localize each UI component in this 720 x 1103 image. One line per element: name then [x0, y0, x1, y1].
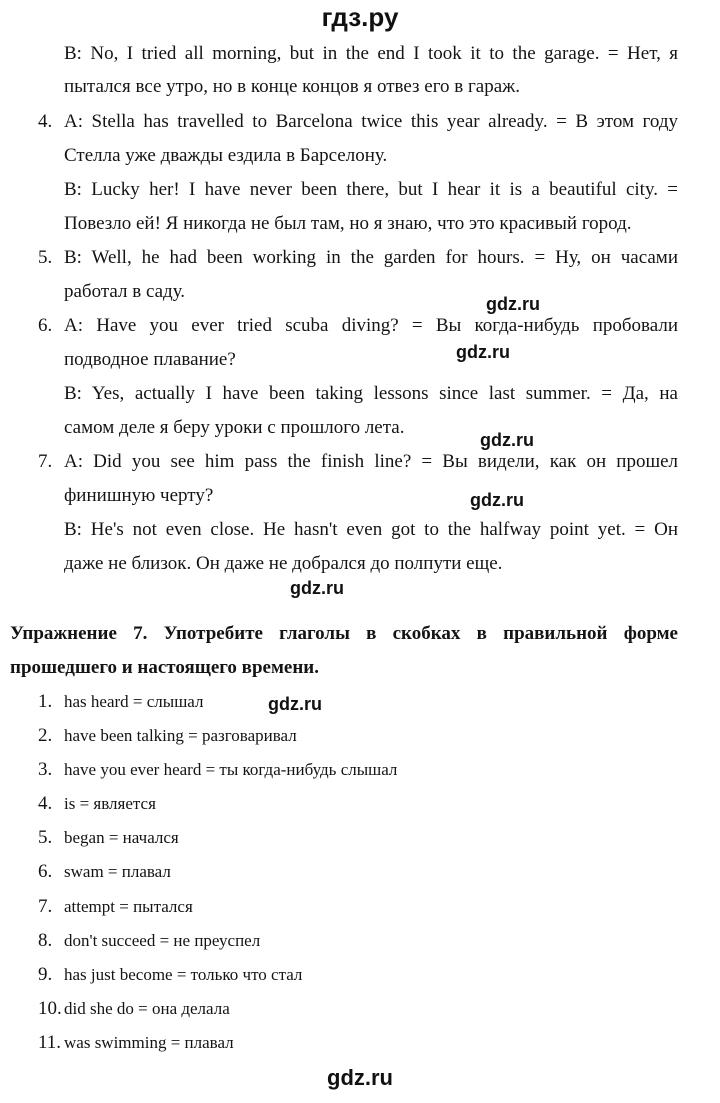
item4-b-line2: Повезло ей! Я никогда не был там, но я знаю, что это красивый город. [64, 213, 632, 234]
answer-text: have been talking = разговаривал [64, 726, 297, 745]
answer-text: did she do = она делала [64, 999, 230, 1018]
item-number-5: 5. [38, 247, 53, 268]
answer-text: was swimming = плавал [64, 1033, 234, 1052]
watermark: gdz.ru [470, 490, 524, 510]
item5-b-line2: работал в саду. [64, 281, 186, 302]
item-number-6: 6. [38, 315, 53, 336]
answer-number: 9. [38, 964, 53, 985]
footer-site: gdz.ru [327, 1065, 393, 1090]
item-number-4: 4. [38, 111, 53, 132]
dialog-b-garage-line1: B: No, I tried all morning, but in the end I took it to the garage. = Нет, я [64, 43, 678, 64]
watermark: gdz.ru [456, 342, 510, 362]
exercise7-heading-line2: прошедшего и настоящего времени. [10, 657, 319, 678]
watermark: gdz.ru [480, 430, 534, 450]
exercise7-heading-line1: Упражнение 7. Употребите глаголы в скобках в правильной форме [10, 623, 678, 644]
answer-number: 7. [38, 896, 53, 917]
answer-text: don't succeed = не преуспел [64, 931, 261, 950]
answer-text: attempt = пытался [64, 897, 193, 916]
dialog-b-garage-line2: пытался все утро, но в конце концов я отвез его в гараж. [64, 76, 521, 97]
answer-text: began = начался [64, 828, 179, 847]
item6-a-line1: A: Have you ever tried scuba diving? = Вы когда-нибудь пробовали [64, 315, 678, 336]
answer-number: 8. [38, 930, 53, 951]
item5-b-line1: B: Well, he had been working in the garden for hours. = Ну, он часами [64, 247, 678, 268]
item4-a-line2: Стелла уже дважды ездила в Барселону. [64, 145, 388, 166]
answer-number: 3. [38, 759, 53, 780]
answer-number: 5. [38, 827, 53, 848]
item7-a-line1: A: Did you see him pass the finish line? = Вы видели, как он прошел [64, 451, 678, 472]
site-header: гдз.ру [321, 2, 399, 32]
answer-number: 6. [38, 861, 53, 882]
watermark: gdz.ru [486, 294, 540, 314]
item-number-7: 7. [38, 451, 53, 472]
item7-a-line2: финишную черту? [64, 485, 214, 506]
item6-a-line2: подводное плавание? [64, 349, 236, 370]
answer-number: 11. [38, 1032, 62, 1053]
answer-number: 2. [38, 725, 53, 746]
item6-b-line2: самом деле я беру уроки с прошлого лета. [64, 417, 405, 438]
answer-text: has heard = слышал [64, 692, 204, 711]
answer-number: 10. [38, 998, 62, 1019]
answer-number: 1. [38, 691, 53, 712]
watermark: gdz.ru [290, 578, 344, 598]
item7-b-line1: B: He's not even close. He hasn't even got to the halfway point yet. = Он [64, 519, 678, 540]
item6-b-line1: B: Yes, actually I have been taking lessons since last summer. = Да, на [64, 383, 678, 404]
answer-text: swam = плавал [64, 862, 171, 881]
item4-a-line1: A: Stella has travelled to Barcelona twice this year already. = В этом году [64, 111, 678, 132]
item7-b-line2: даже не близок. Он даже не добрался до полпути еще. [64, 553, 503, 574]
answer-text: has just become = только что стал [64, 965, 303, 984]
watermark: gdz.ru [268, 694, 322, 714]
item4-b-line1: B: Lucky her! I have never been there, but I hear it is a beautiful city. = [64, 179, 678, 200]
answer-number: 4. [38, 793, 53, 814]
answer-text: is = является [64, 794, 156, 813]
answer-text: have you ever heard = ты когда-нибудь слышал [64, 760, 398, 779]
